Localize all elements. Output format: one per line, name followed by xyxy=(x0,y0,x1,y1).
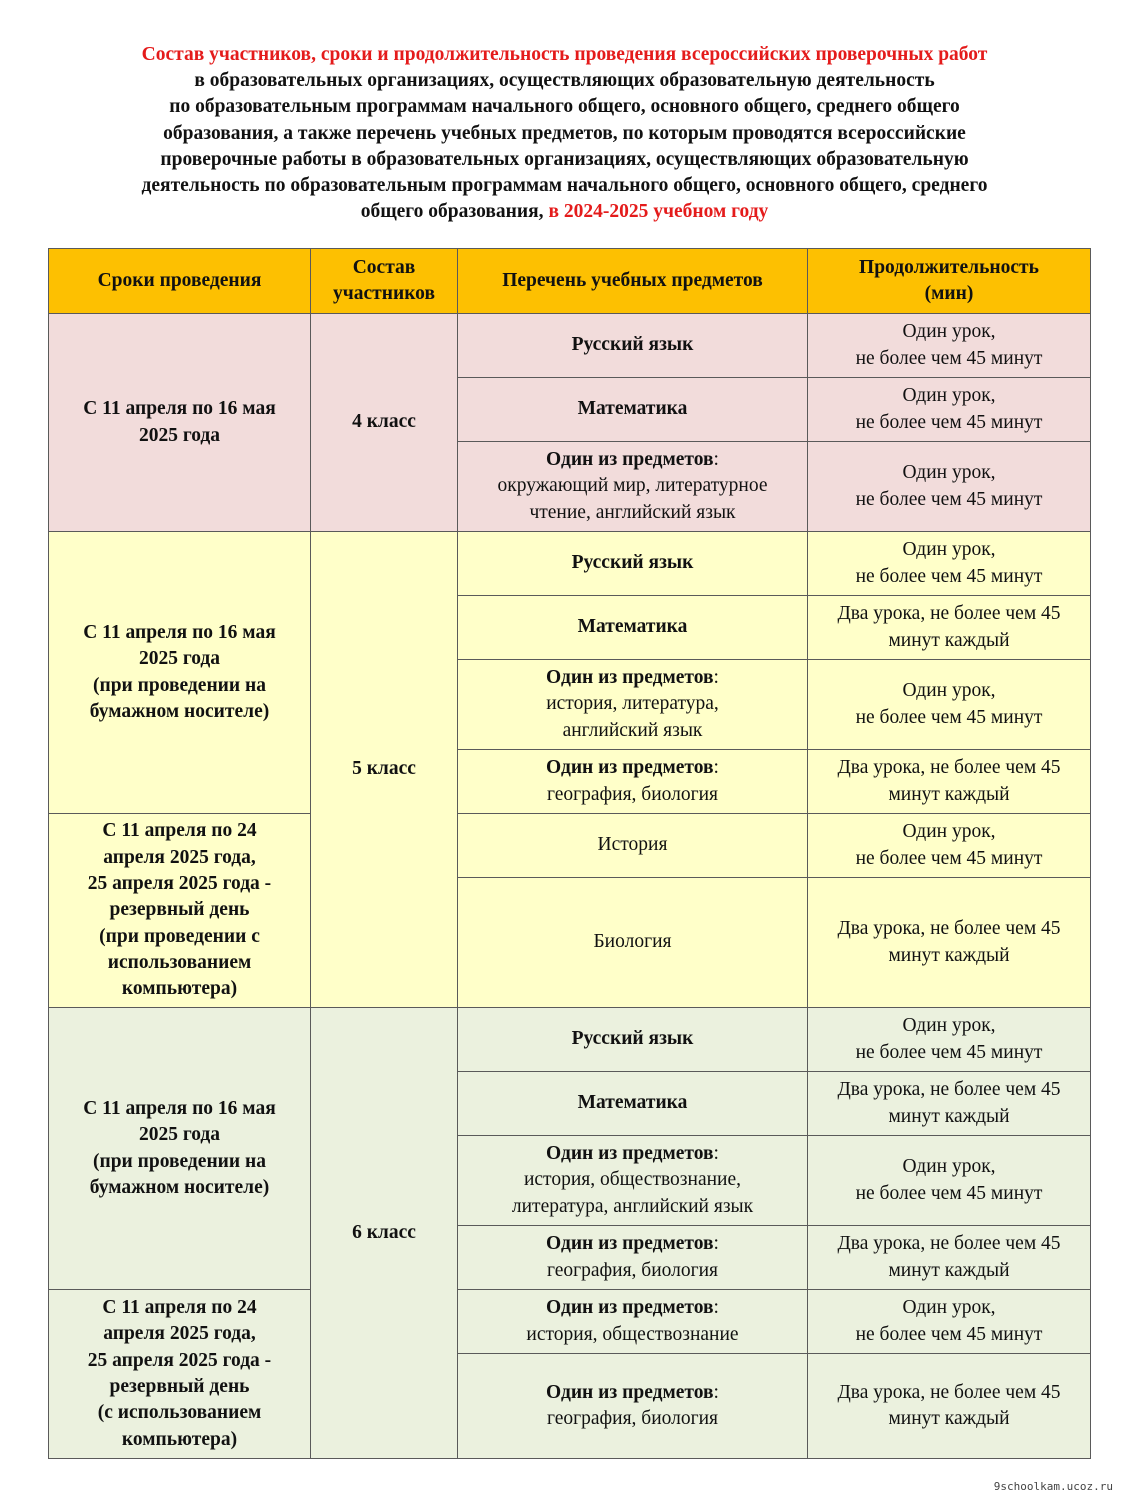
subject-cell: Биология xyxy=(458,878,808,1008)
subject-cell: Русский язык xyxy=(458,532,808,596)
dates-line: 2025 года xyxy=(138,424,221,446)
dates-line: С 11 апреля по 16 мая xyxy=(83,1097,276,1119)
subject-line: английский язык xyxy=(562,719,703,741)
duration-cell xyxy=(808,378,1091,442)
dates-line: (при проведении с xyxy=(99,925,260,947)
duration-line: не более чем 45 минут xyxy=(855,565,1043,587)
subject-line: история, обществознание, xyxy=(523,1169,742,1191)
header-duration-line2: (мин) xyxy=(924,283,974,304)
grade6-participants: 6 класс xyxy=(311,1008,458,1459)
duration-line: не более чем 45 минут xyxy=(855,706,1043,728)
duration-cell xyxy=(808,660,1091,750)
subject-cell: Русский язык xyxy=(458,1008,808,1072)
subject-line: окружающий мир, литературное xyxy=(497,475,768,497)
table-row xyxy=(49,314,1091,378)
duration-line: Два урока, не более чем 45 xyxy=(837,1233,1061,1255)
duration-line: не более чем 45 минут xyxy=(855,1041,1043,1063)
dates-line: 2025 года xyxy=(138,648,221,670)
dates-line: компьютера) xyxy=(121,1428,238,1450)
duration-line: Один урок, xyxy=(902,1156,996,1178)
subject-line: география, биология xyxy=(546,1408,719,1429)
heading-line-1: Состав участников, сроки и продолжительность проведения всероссийских проверочных работ xyxy=(141,44,988,65)
dates-line: (при проведении на xyxy=(92,674,267,696)
subject-line: литература, английский язык xyxy=(511,1195,754,1217)
heading-academic-year: в 2024-2025 учебном году xyxy=(548,201,769,223)
grade6-dates-paper xyxy=(49,1008,311,1290)
dates-line: использованием xyxy=(107,951,252,973)
duration-line: Один урок, xyxy=(902,680,996,702)
duration-line: Один урок, xyxy=(902,539,996,561)
duration-line: минут каждый xyxy=(888,783,1010,805)
duration-cell xyxy=(808,532,1091,596)
duration-line: Два урока, не более чем 45 xyxy=(837,1381,1061,1403)
dates-line: бумажном носителе) xyxy=(89,700,270,722)
header-duration xyxy=(808,249,1091,314)
duration-cell xyxy=(808,596,1091,660)
dates-line: С 11 апреля по 24 xyxy=(102,820,257,842)
header-participants xyxy=(311,249,458,314)
duration-cell xyxy=(808,814,1091,878)
grade4-participants: 4 класс xyxy=(311,314,458,532)
subject-bold: Один из предметов xyxy=(546,1381,714,1403)
subject-cell: Один из предметов: окружающий мир, литературное чтение, английский язык xyxy=(458,442,808,532)
duration-line: не более чем 45 минут xyxy=(855,347,1043,369)
table-row xyxy=(49,532,1091,596)
header-participants-line2: участников xyxy=(333,283,435,304)
subject-cell: Математика xyxy=(458,596,808,660)
duration-cell xyxy=(808,442,1091,532)
subject-bold: Один из предметов xyxy=(546,667,714,689)
duration-cell xyxy=(808,1008,1091,1072)
duration-line: не более чем 45 минут xyxy=(855,1182,1043,1204)
duration-line: Два урока, не более чем 45 xyxy=(837,918,1061,940)
dates-line: резервный день xyxy=(109,899,250,921)
duration-cell xyxy=(808,1072,1091,1136)
dates-line: 2025 года xyxy=(138,1124,221,1146)
header-dates: Сроки проведения xyxy=(49,249,311,314)
dates-line: 25 апреля 2025 года - xyxy=(87,873,272,895)
duration-cell xyxy=(808,750,1091,814)
grade5-dates-computer xyxy=(49,814,311,1008)
subject-cell: Один из предметов: география, биология xyxy=(458,1226,808,1290)
duration-line: Два урока, не более чем 45 xyxy=(837,603,1061,625)
duration-line: не более чем 45 минут xyxy=(855,488,1043,510)
heading-line-4: образования, а также перечень учебных предметов, по которым проводятся всероссийские xyxy=(163,122,966,144)
header-subjects: Перечень учебных предметов xyxy=(458,249,808,314)
table-header-row xyxy=(49,249,1091,314)
dates-line: бумажном носителе) xyxy=(89,1176,270,1198)
heading-line-2: в образовательных организациях, осуществляющих образовательную деятельность xyxy=(194,70,935,92)
duration-line: Один урок, xyxy=(902,385,996,407)
duration-line: не более чем 45 минут xyxy=(855,847,1043,869)
dates-line: апреля 2025 года, xyxy=(103,1323,256,1345)
subject-bold: Один из предметов xyxy=(546,449,714,471)
duration-cell xyxy=(808,1136,1091,1226)
subject-line: география, биология xyxy=(546,1259,719,1281)
subject-bold: Один из предметов xyxy=(546,757,714,779)
duration-cell xyxy=(808,1354,1091,1459)
duration-cell xyxy=(808,314,1091,378)
table-row xyxy=(49,1008,1091,1072)
grade5-dates-paper xyxy=(49,532,311,814)
heading-line-3: по образовательным программам начального общего, основного общего, среднего общего xyxy=(169,96,960,118)
subject-bold: Один из предметов xyxy=(546,1143,714,1165)
duration-line: Один урок, xyxy=(902,321,996,343)
dates-line: С 11 апреля по 16 мая xyxy=(83,621,276,643)
heading-line-6: деятельность по образовательным программам начального общего, основного общего, среднего xyxy=(141,175,988,197)
dates-line: резервный день xyxy=(109,1376,250,1397)
subject-line: география, биология xyxy=(546,783,719,805)
dates-line: апреля 2025 года, xyxy=(103,846,256,868)
duration-line: минут каждый xyxy=(888,1408,1010,1429)
duration-line: Один урок, xyxy=(902,1297,996,1319)
subject-bold: Один из предметов xyxy=(546,1297,714,1319)
heading-line-5: проверочные работы в образовательных организациях, осуществляющих образовательную xyxy=(160,148,969,170)
grade6-dates-computer xyxy=(49,1290,311,1459)
dates-line: компьютера) xyxy=(121,978,238,1000)
dates-line: С 11 апреля по 16 мая xyxy=(83,398,276,420)
duration-line: Один урок, xyxy=(902,821,996,843)
subject-cell: Один из предметов: история, литература, английский язык xyxy=(458,660,808,750)
duration-line: минут каждый xyxy=(888,629,1010,651)
dates-line: 25 апреля 2025 года - xyxy=(87,1349,272,1371)
duration-line: Один урок, xyxy=(902,1015,996,1037)
duration-cell xyxy=(808,878,1091,1008)
duration-cell xyxy=(808,1226,1091,1290)
subject-cell: Математика xyxy=(458,1072,808,1136)
grade5-participants: 5 класс xyxy=(311,532,458,1008)
grade4-dates xyxy=(49,314,311,532)
heading-line-7-black: общего образования, xyxy=(360,201,544,223)
subject-cell: Один из предметов: история, обществознание xyxy=(458,1290,808,1354)
duration-cell xyxy=(808,1290,1091,1354)
duration-line: минут каждый xyxy=(888,1259,1010,1281)
duration-line: Два урока, не более чем 45 xyxy=(837,1079,1061,1101)
heading-line-7 xyxy=(40,199,1089,225)
table-row xyxy=(49,814,1091,878)
site-watermark: 9schoolkam.ucoz.ru xyxy=(993,1480,1113,1493)
header-duration-line1: Продолжительность xyxy=(859,256,1039,278)
schedule-table xyxy=(48,248,1091,1459)
duration-line: минут каждый xyxy=(888,944,1010,966)
subject-cell: Один из предметов: география, биология xyxy=(458,1354,808,1459)
subject-cell: Один из предметов: география, биология xyxy=(458,750,808,814)
document-heading xyxy=(40,42,1089,225)
dates-line: С 11 апреля по 24 xyxy=(102,1297,257,1319)
dates-line: (при проведении на xyxy=(92,1150,267,1172)
duration-line: минут каждый xyxy=(888,1105,1010,1127)
subject-line: история, обществознание xyxy=(526,1323,739,1345)
duration-line: Два урока, не более чем 45 xyxy=(837,757,1061,779)
subject-line: чтение, английский язык xyxy=(529,501,736,523)
table-row xyxy=(49,1290,1091,1354)
duration-line: не более чем 45 минут xyxy=(855,411,1043,433)
duration-line: не более чем 45 минут xyxy=(855,1323,1043,1345)
subject-cell: История xyxy=(458,814,808,878)
duration-line: Один урок, xyxy=(902,462,996,484)
header-participants-line1: Состав xyxy=(352,256,416,278)
subject-cell: Русский язык xyxy=(458,314,808,378)
subject-line: история, литература, xyxy=(546,693,719,715)
subject-cell: Один из предметов: история, обществознание, литература, английский язык xyxy=(458,1136,808,1226)
subject-bold: Один из предметов xyxy=(546,1233,714,1255)
dates-line: (с использованием xyxy=(97,1402,262,1424)
subject-cell: Математика xyxy=(458,378,808,442)
